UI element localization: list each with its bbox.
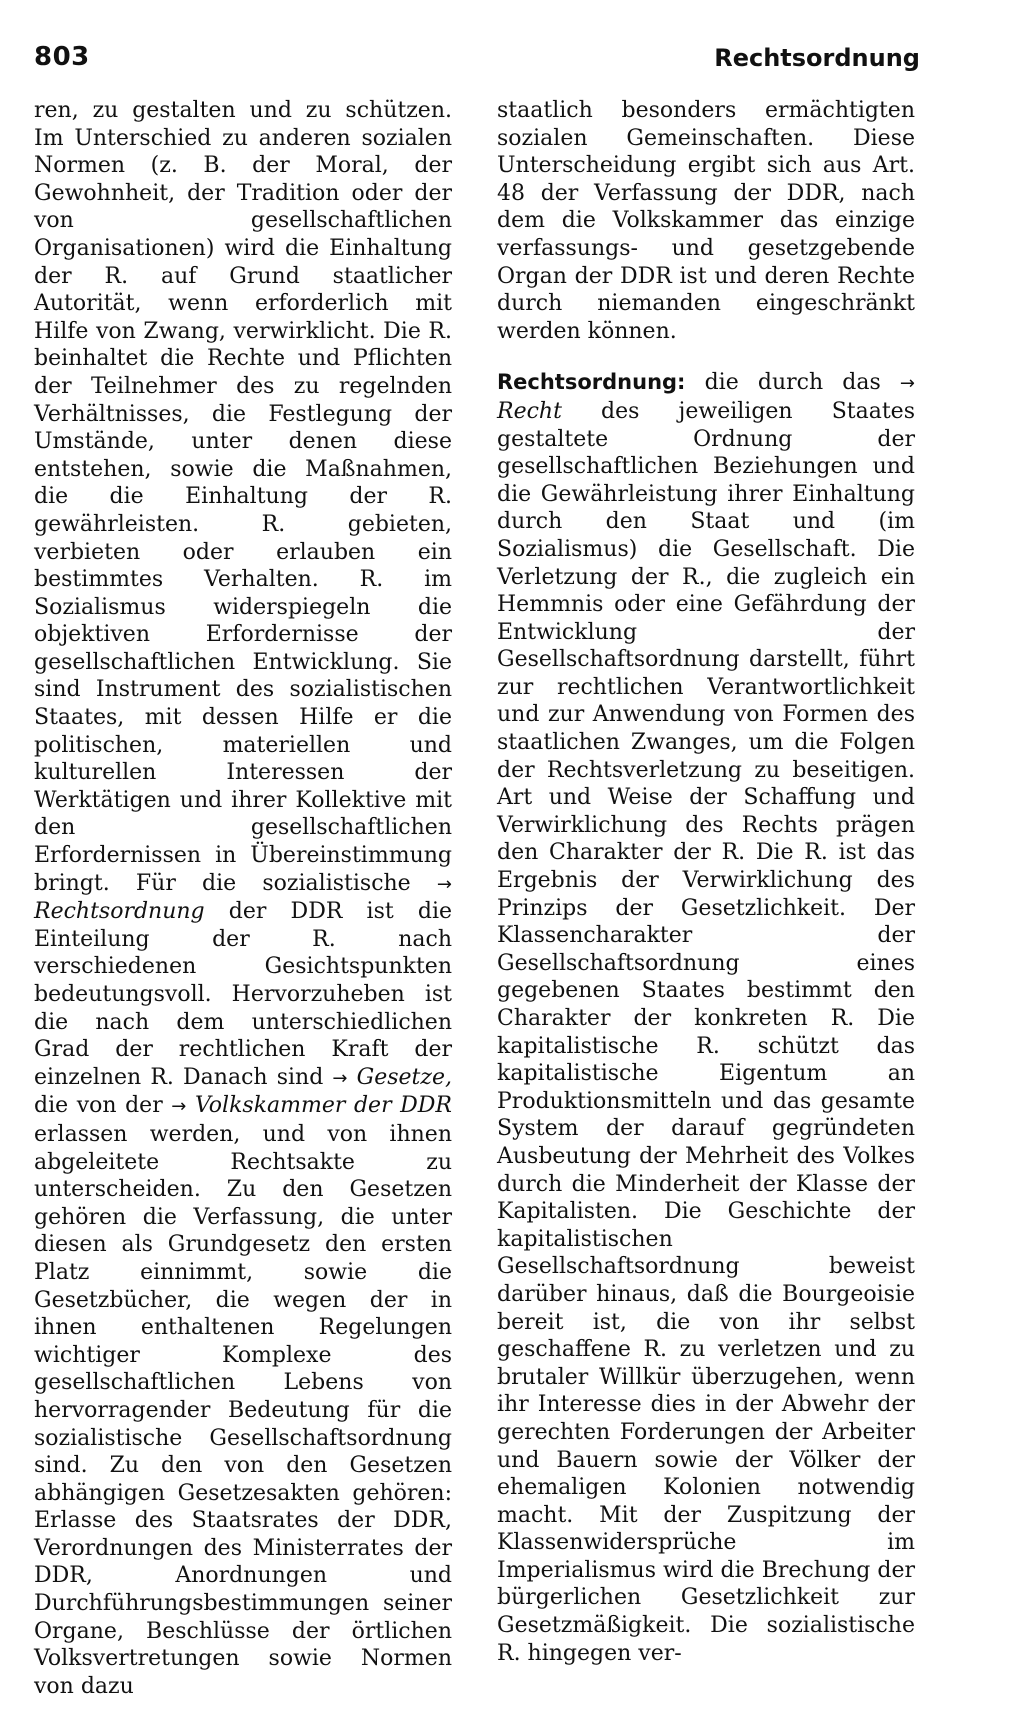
cross-reference-arrow-icon: →: [332, 1067, 348, 1089]
entry-text-2: des jeweiligen Staates gestaltete Ordnung der gesellschaftlichen Beziehungen und die Gewährleistung ihrer Einhaltung durch den Staat und (im Sozialismus) die Gesellschaft. Die Verletzung der R., die zugleich ein Hemmnis oder eine Gefährdung der Entwicklung der Gesellschaftsordnung darstellt, führt zur rechtlichen Verantwortlichkeit und zur Anwendung von Formen des staatlichen Zwanges, um die Folgen der Rechtsverletzung zu beseitigen. Art und Weise der Schaffung und Verwirklichung des Rechts prägen den Charakter der R. Die R. ist das Ergebnis der Verwirklichung des Prinzips der Gesetzlichkeit. Der Klassencharakter der Gesellschaftsordnung eines gegebenen Staates bestimmt den Charakter der konkreten R. Die kapitalistische R. schützt das kapitalistische Eigentum an Produktionsmitteln und das gesamte System der darauf gegründeten Ausbeutung der Mehrheit des Volkes durch die Minderheit der Klasse der Kapitalisten. Die Geschichte der kapitalistischen Gesellschaftsordnung beweist darüber hinaus, daß die Bourgeoisie bereit ist, die von ihr selbst geschaffene R. zu verletzen und zu brutaler Willkür überzugehen, wenn ihr Interesse dies in der Abwehr der gerechten Forderungen der Arbeiter und Bauern sowie der Völker der ehemaligen Kolonien notwendig macht. Mit der Zuspitzung der Klassenwidersprüche im Imperialismus wird die Brechung der bürgerlichen Gesetzlichkeit zur Gesetzmäßigkeit. Die sozialistische R. hingegen ver-: [497, 398, 915, 1666]
cross-reference-arrow-icon: →: [436, 873, 453, 895]
left-text-3: die von der: [34, 1093, 163, 1119]
entry-text-1: die durch das: [704, 370, 881, 396]
right-column: [497, 97, 915, 1667]
cross-reference-arrow-icon: →: [171, 1096, 187, 1118]
entry-headword: Rechtsordnung:: [497, 370, 686, 395]
left-text-4: erlassen werden, und von ihnen abgeleitete Rechtsakte zu unterscheiden. Zu den Gesetzen gehören die Verfassung, die unter diesen als Grundgesetz den ersten Platz einnimmt, sowie die Gesetzbücher, die wegen der in ihnen enthaltenen Regelungen wichtiger Komplexe des gesellschaftlichen Lebens von hervorragender Bedeutung für die sozialistische Gesellschaftsordnung sind. Zu den von den Gesetzen abhängigen Gesetzesakten gehören: Erlasse des Staatsrates der DDR, Verordnungen des Ministerrates der DDR, Anordnungen und Durchführungsbestimmungen seiner Organe, Beschlüsse der örtlichen Volksvertretungen sowie Normen von dazu: [34, 1121, 452, 1699]
continuation-paragraph: staatlich besonders ermächtigten sozialen Gemeinschaften. Diese Unterscheidung ergibt sich aus Art. 48 der Verfassung der DDR, nach dem die Volkskammer das einzige verfassungs- und gesetzgebende Organ der DDR ist und deren Rechte durch niemanden eingeschränkt werden können.: [497, 98, 915, 344]
cross-reference-rechtsordnung[interactable]: Rechtsordnung: [34, 899, 205, 925]
cross-reference-gesetze[interactable]: Gesetze,: [356, 1064, 453, 1090]
running-head: Rechtsordnung: [714, 44, 920, 72]
page-number: 803: [34, 42, 90, 72]
left-column-paragraph: [34, 97, 452, 1700]
cross-reference-arrow-icon: →: [899, 373, 915, 395]
left-text-1: ren, zu gestalten und zu schützen. Im Unterschied zu anderen sozialen Normen (z. B. der Moral, der Gewohnheit, der Tradition oder der von gesellschaftlichen Organisationen) wird die Einhaltung der R. auf Grund staatlicher Autorität, wenn erforderlich mit Hilfe von Zwang, verwirklicht. Die R. beinhaltet die Rechte und Pflichten der Teilnehmer des zu regelnden Verhältnisses, die Festlegung der Umstände, unter denen diese entstehen, sowie die Maßnahmen, die die Einhaltung der R. gewährleisten. R. gebieten, verbieten oder erlauben ein bestimmtes Verhalten. R. im Sozialismus widerspiegeln die objektiven Erfordernisse der gesellschaftlichen Entwicklung. Sie sind Instrument des sozialistischen Staates, mit dessen Hilfe er die politischen, materiellen und kulturellen Interessen der Werktätigen und ihrer Kollektive mit den gesellschaftlichen Erfordernissen in Übereinstimmung bringt. Für die sozialistische: [34, 98, 452, 896]
left-column: [34, 97, 452, 1700]
cross-reference-volkskammer[interactable]: Volkskammer der DDR: [194, 1093, 452, 1119]
cross-reference-recht[interactable]: Recht: [497, 398, 562, 424]
left-text-2: der DDR ist die Einteilung der R. nach verschiedenen Gesichtspunkten bedeutungsvoll. Hervorzuheben ist die nach dem unterschiedlichen Grad der rechtlichen Kraft der einzelnen R. Danach sind: [34, 899, 452, 1090]
dictionary-entry: [497, 369, 915, 1667]
